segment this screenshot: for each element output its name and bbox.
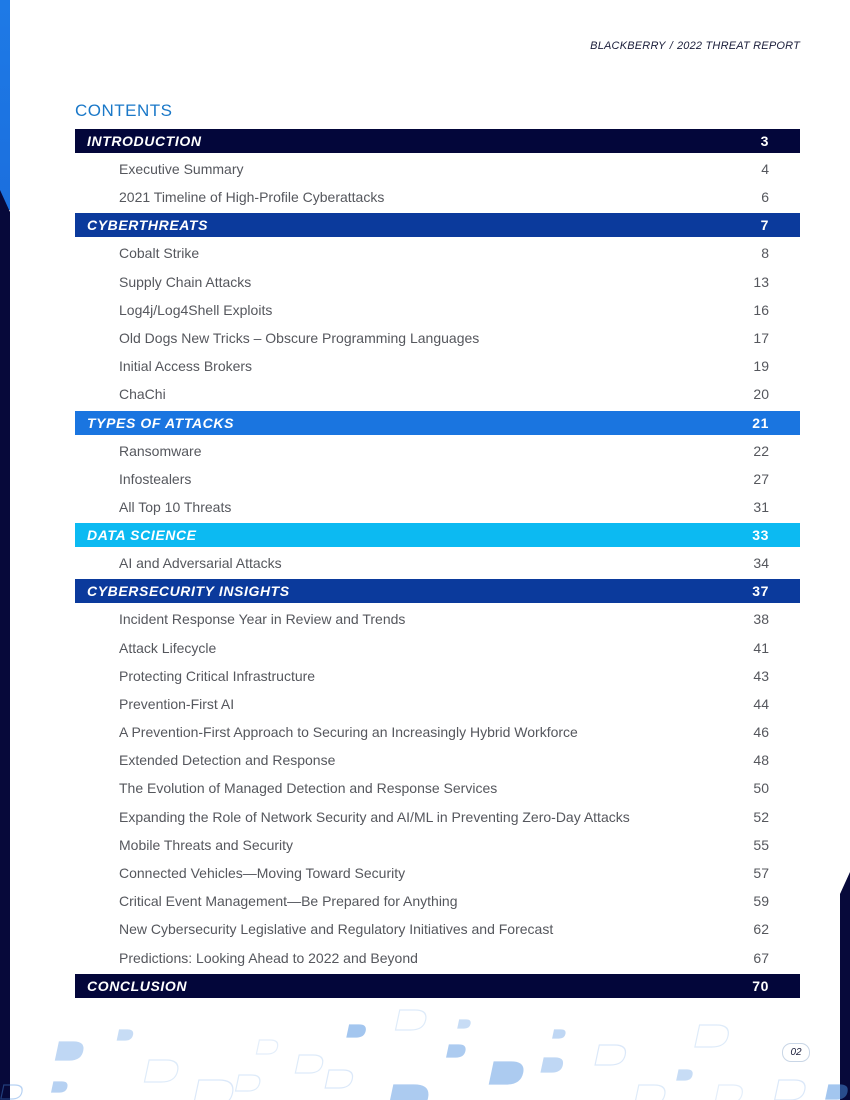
toc-section-data-science[interactable]	[75, 523, 800, 547]
toc-entry-title: Predictions: Looking Ahead to 2022 and Beyond	[119, 949, 418, 966]
toc-entry[interactable]	[75, 690, 800, 718]
toc-entry[interactable]	[75, 352, 800, 380]
toc-section-title: INTRODUCTION	[87, 133, 202, 149]
toc-entry-title: Initial Access Brokers	[119, 358, 253, 375]
pattern-logo-mark	[541, 1058, 564, 1072]
toc-entry-title: Critical Event Management—Be Prepared for Anything	[119, 893, 458, 910]
pattern-logo-mark	[347, 1025, 366, 1037]
pattern-logo-mark	[775, 1080, 807, 1100]
toc-entry-page: 43	[753, 667, 769, 684]
toc-entry[interactable]	[75, 774, 800, 802]
toc-entry-title: Attack Lifecycle	[119, 639, 217, 656]
toc-entry[interactable]	[75, 944, 800, 972]
toc-entry-title: Prevention-First AI	[119, 695, 235, 712]
toc-entry-page: 6	[761, 189, 769, 206]
toc-entry-page: 17	[753, 330, 769, 347]
toc-section-types-of-attacks[interactable]	[75, 411, 800, 435]
pattern-logo-mark	[117, 1030, 133, 1040]
toc-entry-title: Infostealers	[119, 470, 192, 487]
toc-entry[interactable]	[75, 718, 800, 746]
pattern-logo-mark	[715, 1085, 744, 1100]
toc-section-title: DATA SCIENCE	[87, 527, 197, 544]
toc-entry-title: Supply Chain Attacks	[119, 273, 252, 290]
pattern-logo-mark	[52, 1082, 68, 1092]
toc-section-page: 33	[752, 527, 769, 544]
pattern-logo-mark	[388, 1085, 430, 1100]
toc-entry-title: Old Dogs New Tricks – Obscure Programming Languages	[119, 330, 480, 347]
toc-entry-page: 62	[753, 921, 769, 938]
toc-entry-title: AI and Adversarial Attacks	[119, 555, 282, 572]
toc-entry[interactable]	[75, 746, 800, 774]
toc-section-page: 21	[752, 414, 769, 431]
toc-entry[interactable]	[75, 380, 800, 408]
pattern-logo-mark	[447, 1045, 466, 1057]
toc-entry-title: New Cybersecurity Legislative and Regulatory Initiatives and Forecast	[119, 921, 554, 938]
toc-entry-page: 67	[753, 949, 769, 966]
toc-entry[interactable]	[75, 324, 800, 352]
toc-entry[interactable]	[75, 437, 800, 465]
toc-entry-page: 19	[753, 358, 769, 375]
toc-entry-title: All Top 10 Threats	[119, 498, 232, 515]
toc-entry[interactable]	[75, 296, 800, 324]
toc-entry-title: Connected Vehicles—Moving Toward Security	[119, 865, 406, 882]
pattern-logo-mark	[635, 1085, 667, 1100]
toc-entry[interactable]	[75, 465, 800, 493]
toc-entry-title: The Evolution of Managed Detection and Response Services	[119, 780, 498, 797]
toc-entry[interactable]	[75, 155, 800, 183]
pattern-logo-mark	[144, 1060, 179, 1082]
toc-entry-title: Protecting Critical Infrastructure	[119, 667, 316, 684]
toc-entry-page: 4	[761, 161, 769, 178]
page-title: CONTENTS	[75, 101, 173, 120]
toc-section-cybersecurity-insights[interactable]	[75, 579, 800, 603]
table-of-contents	[75, 129, 800, 998]
pattern-logo-mark	[695, 1025, 730, 1047]
decorative-logo-pattern	[0, 990, 850, 1100]
toc-entry-title: Executive Summary	[119, 161, 244, 178]
running-header	[590, 40, 800, 52]
pattern-logo-mark	[677, 1070, 693, 1080]
pattern-logo-mark	[236, 1075, 262, 1091]
toc-section-title: CYBERSECURITY INSIGHTS	[87, 583, 290, 600]
page-number-badge: 02	[782, 1043, 810, 1062]
toc-entry-page: 46	[753, 724, 769, 741]
toc-entry[interactable]	[75, 183, 800, 211]
pattern-logo-mark	[295, 1055, 324, 1073]
toc-entry-page: 57	[753, 865, 769, 882]
pattern-logo-mark	[458, 1020, 471, 1028]
toc-entry[interactable]	[75, 859, 800, 887]
pattern-logo-mark	[395, 1010, 427, 1030]
left-accent-bar-blue	[0, 0, 10, 210]
toc-entry-page: 13	[753, 273, 769, 290]
toc-entry-title: Incident Response Year in Review and Trends	[119, 611, 406, 628]
pattern-logo-mark	[193, 1080, 235, 1100]
toc-entry-page: 59	[753, 893, 769, 910]
toc-entry-page: 27	[753, 470, 769, 487]
toc-section-title: CONCLUSION	[87, 977, 188, 994]
toc-entry[interactable]	[75, 633, 800, 661]
pattern-logo-mark	[595, 1045, 627, 1065]
toc-entry-page: 8	[761, 245, 769, 262]
toc-entry[interactable]	[75, 662, 800, 690]
toc-section-page: 3	[760, 133, 769, 149]
toc-section-page: 7	[760, 217, 769, 234]
toc-entry-title: 2021 Timeline of High-Profile Cyberattacks	[119, 189, 385, 206]
toc-entry[interactable]	[75, 549, 800, 577]
right-accent-bar-navy	[840, 872, 850, 1100]
toc-entry-title: A Prevention-First Approach to Securing an Increasingly Hybrid Workforce	[119, 724, 578, 741]
pattern-logo-mark	[489, 1062, 524, 1084]
pattern-logo-mark	[325, 1070, 354, 1088]
toc-entry-title: Ransomware	[119, 442, 202, 459]
toc-entry-page: 48	[753, 752, 769, 769]
header-brand: BLACKBERRY	[590, 40, 666, 52]
toc-entry-page: 38	[753, 611, 769, 628]
toc-entry-page: 16	[753, 301, 769, 318]
left-accent-bar-navy	[0, 190, 10, 1100]
toc-entry[interactable]	[75, 831, 800, 859]
toc-entry-page: 52	[753, 808, 769, 825]
toc-section-title: TYPES OF ATTACKS	[87, 414, 235, 431]
toc-entry-title: ChaChi	[119, 386, 166, 403]
toc-entry[interactable]	[75, 239, 800, 267]
pattern-logo-mark	[553, 1030, 566, 1038]
toc-entry[interactable]	[75, 493, 800, 521]
toc-entry-title: Extended Detection and Response	[119, 752, 336, 769]
header-report-title: 2022 THREAT REPORT	[676, 40, 800, 52]
toc-section-conclusion[interactable]	[75, 974, 800, 998]
toc-section-cyberthreats[interactable]	[75, 213, 800, 237]
toc-entry[interactable]	[75, 887, 800, 915]
toc-entry-page: 20	[753, 386, 769, 403]
toc-section-page: 37	[752, 583, 769, 600]
toc-entry-title: Cobalt Strike	[119, 245, 200, 262]
header-separator: /	[669, 40, 673, 52]
toc-entry-page: 50	[753, 780, 769, 797]
toc-entry-page: 41	[753, 639, 769, 656]
pattern-logo-mark	[256, 1040, 279, 1054]
toc-entry-page: 44	[753, 695, 769, 712]
toc-entry[interactable]	[75, 268, 800, 296]
toc-entry-title: Log4j/Log4Shell Exploits	[119, 301, 273, 318]
toc-entry-page: 31	[753, 498, 769, 515]
toc-section-introduction[interactable]	[75, 129, 800, 153]
toc-entry-page: 55	[753, 836, 769, 853]
toc-section-page: 70	[752, 977, 769, 994]
pattern-logo-mark	[56, 1042, 85, 1060]
toc-entry-page: 22	[753, 442, 769, 459]
toc-entry-title: Expanding the Role of Network Security and AI/ML in Preventing Zero-Day Attacks	[119, 808, 630, 825]
toc-entry-page: 34	[753, 555, 769, 572]
toc-entry[interactable]	[75, 915, 800, 943]
toc-entry-title: Mobile Threats and Security	[119, 836, 294, 853]
toc-entry[interactable]	[75, 803, 800, 831]
toc-section-title: CYBERTHREATS	[87, 217, 209, 234]
toc-entry[interactable]	[75, 605, 800, 633]
